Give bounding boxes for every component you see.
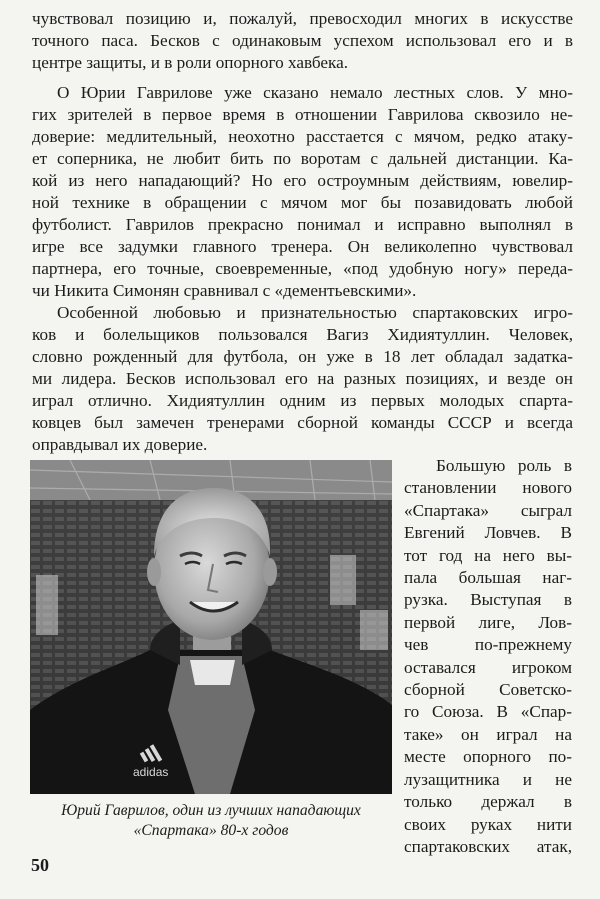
text-line: го Союза. В «Спар-	[404, 702, 572, 722]
text-line: центре защиты, и в роли опорного хавбека.	[32, 53, 349, 72]
paragraph-1	[32, 8, 573, 74]
text-line: точного паса. Бесков с одинаковым успехом использовал его и в	[32, 31, 573, 50]
side-column-text	[404, 455, 572, 858]
text-line: пала большая наг-	[404, 568, 572, 588]
text-line: чев по-прежнему	[404, 635, 572, 655]
text-line: Большую роль в	[436, 456, 572, 475]
text-line: ми лидера. Бесков использовал его на разных позициях, и везде он	[32, 369, 573, 388]
stadium-portrait-illustration	[30, 460, 392, 794]
text-line: таке» он играл на	[404, 724, 572, 744]
text-line: ет соперника, не любит бить по воротам с дальней дистанции. Ка-	[32, 149, 573, 168]
text-line: спартаковских атак,	[404, 836, 572, 856]
text-line: чи Никита Симонян сравнивал с «дементьевскими».	[32, 281, 417, 300]
text-line: становлении нового	[404, 478, 572, 498]
text-line: первой лиге, Лов-	[404, 612, 572, 632]
text-line: О Юрии Гаврилове уже сказано немало лестных слов. У мно-	[57, 83, 573, 102]
text-line: ной технике в обращении с мячом мог бы позавидовать любой	[32, 193, 573, 212]
text-line: кой из него нападающий? Но его остроумным действиям, ювелир-	[32, 171, 573, 190]
text-line: только держал в	[404, 792, 572, 812]
text-line: словно рожденный для футбола, он уже в 18 лет обладал задатка-	[32, 347, 573, 366]
text-line: Особенной любовью и признательностью спартаковских игро-	[57, 303, 573, 322]
text-line: играл отлично. Хидиятуллин одним из первых молодых спарта-	[32, 391, 573, 410]
jersey-brand-text: adidas	[133, 765, 169, 779]
text-line: месте опорного по-	[404, 747, 572, 767]
text-line: тот год на него вы-	[404, 545, 572, 565]
text-line: лузащитника и не	[404, 769, 572, 789]
caption-line: «Спартака» 80-х годов	[133, 822, 289, 839]
caption-line: Юрий Гаврилов, один из лучших нападающих	[61, 802, 361, 819]
text-line: своих руках нити	[404, 814, 572, 834]
text-line: партнера, его точные, своевременные, «под удобную ногу» переда-	[32, 259, 573, 278]
text-line: сборной Советско-	[404, 680, 572, 700]
text-line: игре все задумки главного тренера. Он великолепно чувствовал	[32, 237, 573, 256]
text-line: чувствовал позицию и, пожалуй, превосходил многих в искусстве	[32, 9, 573, 28]
paragraph-2	[32, 82, 573, 302]
text-line: футболист. Гаврилов прекрасно понимал и исправно выполнял в	[32, 215, 573, 234]
paragraph-3	[32, 302, 573, 456]
page-number: 50	[31, 855, 49, 875]
text-line: гих зрителей в первое время в отношении Гаврилова сквозило не-	[32, 105, 573, 124]
text-line: оставался игроком	[404, 657, 572, 677]
photo-caption	[30, 801, 392, 841]
text-line: ковцев был замечен тренерами сборной команды СССР и всегда	[32, 413, 573, 432]
text-line: оправдывал их доверие.	[32, 435, 208, 454]
text-line: доверие: медлительный, неохотно расстается с мячом, редко атаку-	[32, 127, 573, 146]
text-line: «Спартака» сыграл	[404, 500, 572, 520]
portrait-photo	[30, 460, 392, 794]
text-line: рузка. Выступая в	[404, 590, 572, 610]
text-line: Евгений Ловчев. В	[404, 523, 572, 543]
text-line: ков и болельщиков пользовался Вагиз Хидиятуллин. Человек,	[32, 325, 573, 344]
